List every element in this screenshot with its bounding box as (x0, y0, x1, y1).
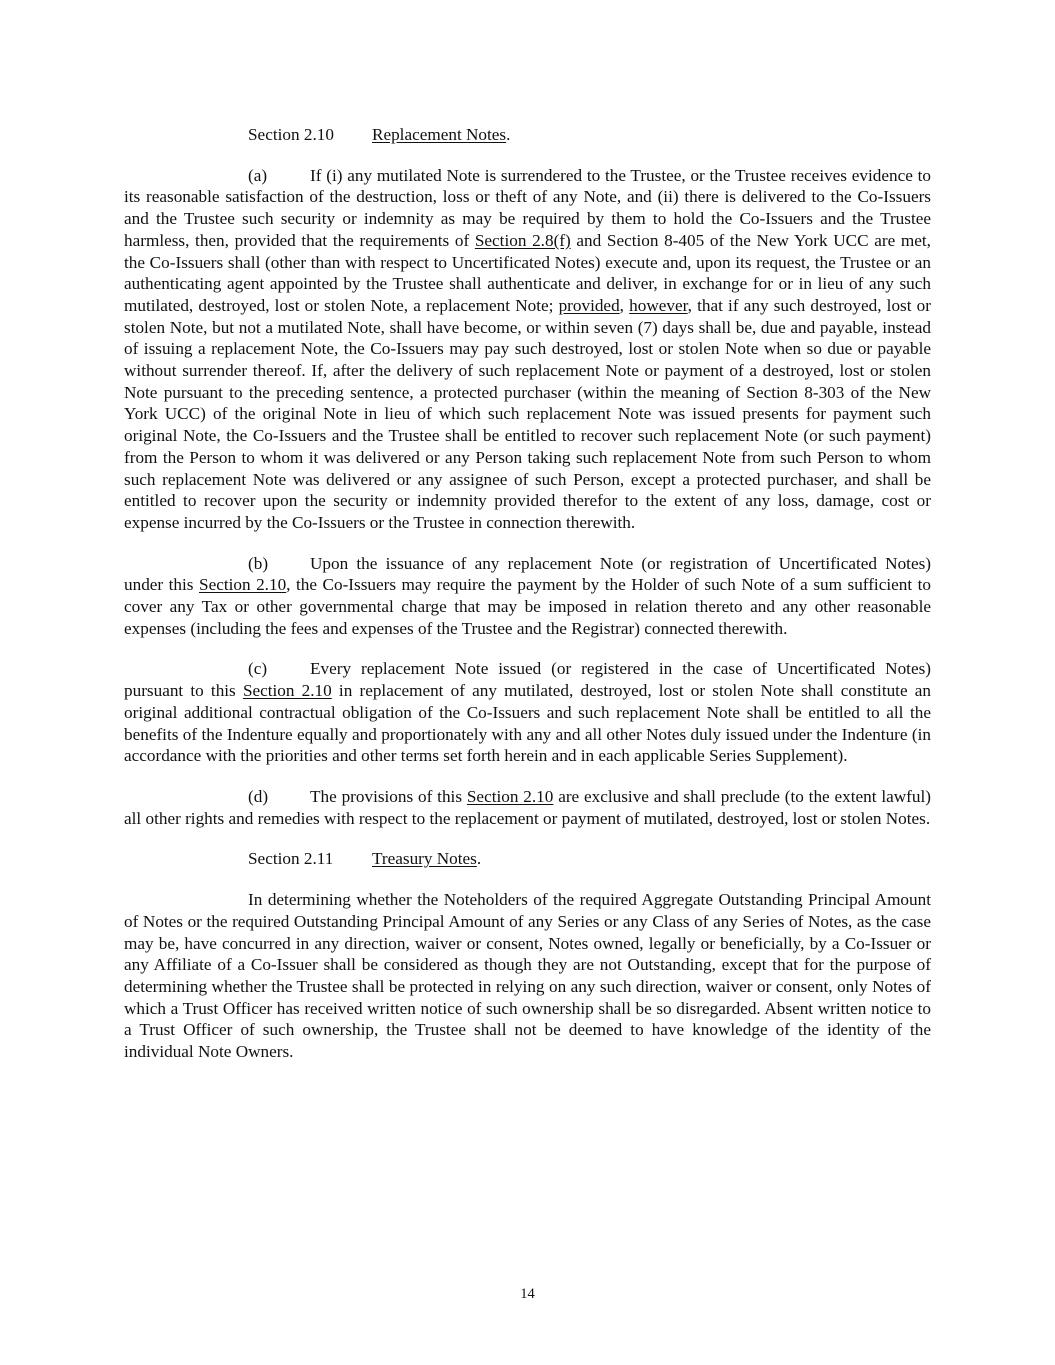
paragraph-b (124, 553, 931, 640)
paragraph-c (124, 658, 931, 767)
section-title-period: . (506, 125, 511, 144)
paragraph-text: Every replacement Note issued (or registered in the case of Uncertificated Notes) pursuant to this (124, 659, 931, 701)
paragraph-text: in replacement of any mutilated, destroyed, lost or stolen Note shall constitute an original additional contractual obligation of the Co-Issuers and such replacement Note shall be entitled to all the benefits of the Indenture equally and proportionately with any and all other Notes duly issued under the Indenture (in accordance with the priorities and other terms set forth herein and in each applicable Series Supplement). (124, 681, 931, 766)
paragraph-text: , the Co-Issuers may require the payment by the Holder of such Note of a sum sufficient to cover any Tax or other governmental charge that may be imposed in relation thereto and any other reasonable expenses (including the fees and expenses of the Trustee and the Registrar) connected therewith. (124, 575, 931, 638)
paragraph-label: (d) (248, 786, 269, 806)
cross-reference: Section 2.10 (466, 786, 554, 806)
paragraph-text: , that if any such destroyed, lost or stolen Note, but not a mutilated Note, shall have become, or within seven (7) days shall be, due and payable, instead of issuing a replacement Note, the Co-Issuers may pay such destroyed, lost or stolen Note when so due or payable without surrender thereof. If, after the delivery of such replacement Note or payment of a destroyed, lost or stolen Note pursuant to the preceding sentence, a protected purchaser (within the meaning of Section 8-303 of the New York UCC) of the original Note in lieu of which such replacement Note was issued presents for payment such original Note, the Co-Issuers and the Trustee shall be entitled to recover such replacement Note (or such payment) from the Person to whom it was delivered or any Person taking such replacement Note from such Person to whom such replacement Note was delivered or any assignee of such Person, except a protected purchaser, and shall be entitled to recover upon the security or indemnity provided therefor to the extent of any loss, damage, cost or expense incurred by the Co-Issuers or the Trustee in connection therewith. (124, 295, 931, 532)
paragraph-text: are exclusive and shall preclude (to the extent lawful) all other rights and remedies with respect to the replacement or payment of mutilated, destroyed, lost or stolen Notes. (124, 786, 931, 828)
section-number: Section 2.10 (248, 125, 334, 144)
section-title-period: . (476, 849, 482, 869)
separator: , (619, 295, 630, 315)
section-title: Treasury Notes (372, 849, 477, 869)
document-page (124, 124, 931, 1082)
paragraph-label: (a) (248, 165, 268, 185)
paragraph-a (124, 165, 931, 534)
provided-term: provided (558, 295, 620, 315)
paragraph-text: and Section 8-405 of the New York UCC are met, the Co-Issuers shall (other than with respect to Uncertificated Notes) execute and, upon its request, the Trustee or an authenticating agent appointed by the Trustee shall authenticate and deliver, in exchange for or in lieu of any such mutilated, destroyed, lost or stolen Note, a replacement Note; (124, 230, 931, 315)
paragraph-text: If (i) any mutilated Note is surrendered to the Trustee, or the Trustee receives evidence to its reasonable satisfaction of the destruction, loss or theft of any Note, and (ii) there is delivered to the Co-Issuers and the Trustee such security or indemnity as may be required by them to hold the Co-Issuers and the Trustee harmless, then, provided that the requirements of (124, 165, 931, 250)
however-term: however (629, 295, 688, 315)
section-2-10-heading (124, 124, 931, 146)
section-number: Section 2.11 (248, 849, 334, 869)
section-title: Replacement Notes (372, 125, 507, 144)
paragraph-text: In determining whether the Noteholders of the required Aggregate Outstanding Principal Amount of Notes or the required Outstanding Principal Amount of any Series or any Class of any Series of Notes, as the case may be, have concurred in any direction, waiver or consent, Notes owned, legally or beneficially, by a Co-Issuer or any Affiliate of a Co-Issuer shall be considered as though they are not Outstanding, except that for the purpose of determining whether the Trustee shall be protected in relying on any such direction, waiver or consent, only Notes of which a Trust Officer has received written notice of such ownership shall be so disregarded. Absent written notice to a Trust Officer of such ownership, the Trustee shall not be deemed to have knowledge of the identity of the individual Note Owners. (124, 890, 931, 1062)
page-number: 14 (520, 1286, 535, 1302)
paragraph-label: (b) (248, 553, 269, 573)
cross-reference: Section 2.8(f) (474, 230, 571, 250)
paragraph-d (124, 786, 931, 829)
cross-reference: Section 2.10 (242, 681, 332, 701)
paragraph-text: Upon the issuance of any replacement Note (or registration of Uncertificated Notes) under this (124, 553, 931, 595)
paragraph-text: The provisions of this (310, 786, 467, 806)
cross-reference: Section 2.10 (199, 575, 287, 595)
section-2-11-heading (124, 848, 931, 870)
paragraph-label: (c) (248, 659, 268, 679)
paragraph-treasury-notes (124, 889, 931, 1063)
